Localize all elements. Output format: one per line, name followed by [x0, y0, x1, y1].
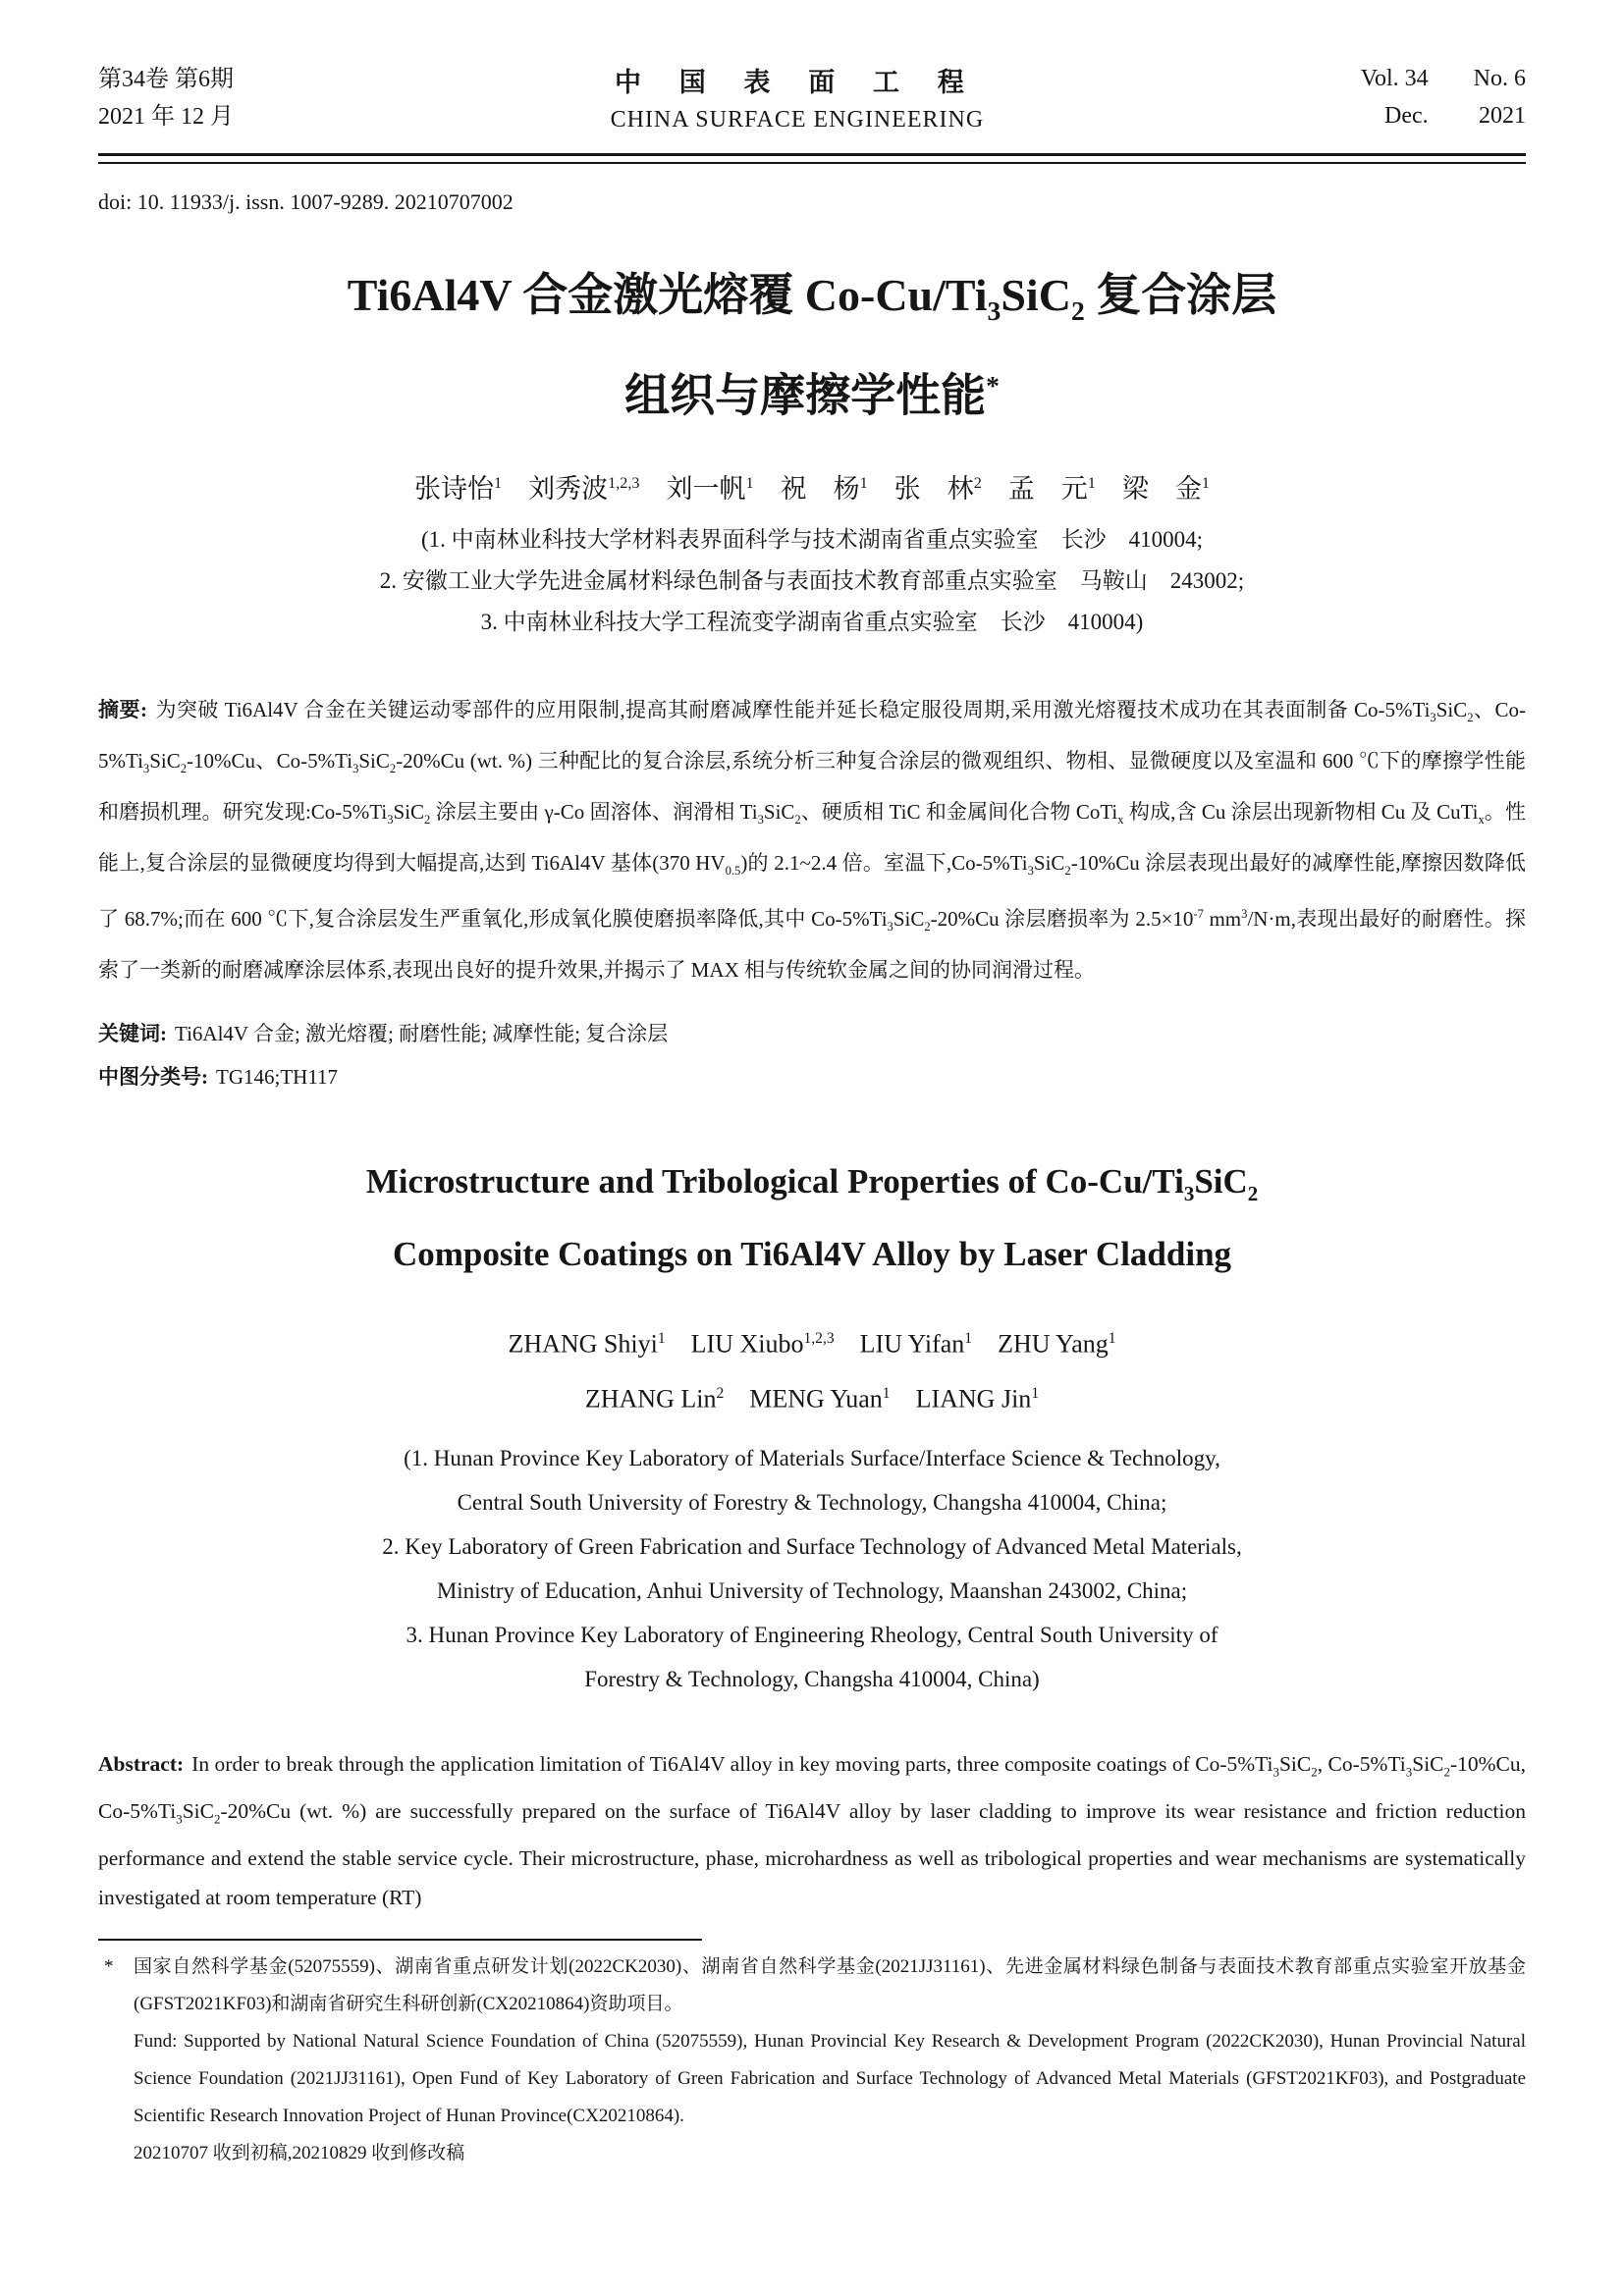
header-rule — [98, 153, 1526, 164]
abstract-cn-text: 为突破 Ti6Al4V 合金在关键运动零部件的应用限制,提高其耐磨减摩性能并延长稳定服役周期,采用激光熔覆技术成功在其表面制备 $Co-5\%Ti_3SiC_2$、$Co-5\%Ti_3SiC_2-10\%Cu$、$Co-5\%Ti_3SiC_2-20\%Cu$ (wt. %) 三种配比的复合涂层,系统分析三种复合涂层的微观组织、物相、显微硬度以及室温和 600 ℃下的摩擦学性能和磨损机理。研究发现$:Co-5\%Ti_3SiC_2$ 涂层主要由 γ-Co 固溶体、润滑相 $Ti_3SiC_2$、硬质相 TiC 和金属间化合物 CoTi$_x$ 构成,含 Cu 涂层出现新物相 Cu 及 CuTi$_x$。性能上,复合涂层的显微硬度均得到大幅提高,达到 Ti6Al4V 基体(370 $HV_{0.5}$)的 2.1~2.4 倍。室温下$,Co-5\%Ti_3SiC_2-10\%Cu$ 涂层表现出最好的减摩性能,摩擦因数降低了 68.7%;而在 600 ℃下,复合涂层发生严重氧化,形成氧化膜使磨损率降低,其中 $Co-5\%Ti_3SiC_2-20\%Cu$ 涂层磨损率为 $2.5\times 10^{-7}$ $mm^3/N\cdot m$,表现出最好的耐磨性。探索了一类新的耐磨减摩涂层体系,表现出良好的提升效果,并揭示了 MAX 相与传统软金属之间的协同润滑过程。 — [98, 697, 1527, 983]
paper-title-en — [98, 1151, 1526, 1285]
affiliation-en-line2: Central South University of Forestry & Technology, Changsha 410004, China; — [457, 1489, 1167, 1515]
footnote-fund-en: Fund: Supported by National Natural Science Foundation of China (52075559), Hunan Provincial Key Research & Development Program (2022CK2030), Hunan Provincial Natural Science Foundation (2021JJ31161), Open Fund of Key Laboratory of Green Fabrication and Surface Technology of Advanced Metal Materials (GFST2021KF03), and Postgraduate Scientific Research Innovation Project of Hunan Province(CX20210864). — [134, 2031, 1526, 2127]
affiliation-en-line4: Ministry of Education, Anhui University of Technology, Maanshan 243002, China; — [436, 1577, 1188, 1603]
footnote-dates: 20210707 收到初稿,20210829 收到修改稿 — [134, 2143, 465, 2164]
affiliation-en-line5: 3. Hunan Province Key Laboratory of Engineering Rheology, Central South University of — [406, 1622, 1218, 1647]
date-cn: 2021 年 12 月 — [98, 104, 234, 130]
affiliations-cn — [98, 519, 1526, 643]
paper-title-en-line2: Composite Coatings on Ti6Al4V Alloy by Laser Cladding — [392, 1235, 1232, 1274]
abstract-en-text: In order to break through the application limitation of Ti6Al4V alloy in key moving parts, three composite coatings of $Co-5\%Ti_3SiC_2$, $Co-5\%Ti_3SiC_2-10\%Cu$, $Co-5\%Ti_3SiC_2-20\%Cu$ (wt. %) are successfully prepared on the surface of Ti6Al4V alloy by laser cladding to improve its wear resistance and friction reduction performance and extend the stable service cycle. Their microstructure, phase, microhardness as well as tribological properties and wear mechanisms are systematically investigated at room temperature (RT) — [98, 1751, 1527, 1910]
footnote — [98, 1949, 1526, 2172]
volume-issue-cn: 第34卷 第6期 — [98, 67, 234, 92]
clc-label: 中图分类号: — [98, 1065, 208, 1090]
authors-cn: 张诗怡$^1$ 刘秀波$^{1,2,3}$ 刘一帆$^1$ 祝 杨$^1$ 张 林$^2$ 孟 元$^1$ 梁 金$^1$ — [414, 473, 1210, 504]
journal-header — [98, 61, 1526, 135]
affiliation-en-line3: 2. Key Laboratory of Green Fabrication and Surface Technology of Advanced Metal Materials, — [382, 1533, 1242, 1559]
paper-title-en-line1: Microstructure and Tribological Properties of $Co-Cu/Ti_3SiC_2$ — [365, 1162, 1259, 1206]
paper-title-cn-line1: Ti6Al4V 合金激光熔覆 $Co-Cu/Ti_3SiC_2$ 复合涂层 — [347, 270, 1277, 327]
journal-header-right — [1361, 61, 1526, 133]
abstract-cn-label: 摘要: — [98, 697, 147, 721]
year-en: 2021 — [1479, 103, 1526, 129]
footnote-fund-cn-text: 国家自然科学基金(52075559)、湖南省重点研发计划(2022CK2030)、湖南省自然科学基金(2021JJ31161)、先进金属材料绿色制备与表面技术教育部重点实验室开放基金(GFST2021KF03)和湖南省研究生科研创新(CX20210864)资助项目。 — [134, 1956, 1526, 2015]
clc-text: TG146;TH117 — [216, 1065, 339, 1090]
affiliation-cn-3: 3. 中南林业科技大学工程流变学湖南省重点实验室 长沙 410004) — [480, 609, 1144, 634]
issue-en: No. 6 — [1473, 66, 1526, 91]
volume-en: Vol. 34 — [1360, 66, 1429, 91]
authors-en-line2: ZHANG Lin$^2$ MENG Yuan$^1$ LIANG Jin$^1$ — [584, 1384, 1040, 1414]
paper-title-cn — [98, 258, 1526, 434]
affiliations-en — [98, 1436, 1526, 1701]
journal-name-en: CHINA SURFACE ENGINEERING — [610, 107, 985, 133]
month-en: Dec. — [1384, 103, 1429, 129]
doi-line: doi: 10. 11933/j. issn. 1007-9289. 20210707002 — [98, 189, 514, 214]
abstract-en — [98, 1744, 1526, 1918]
keywords-label: 关键词: — [98, 1022, 167, 1046]
journal-name-cn: 中 国 表 面 工 程 — [615, 68, 980, 97]
affiliation-cn-1: (1. 中南林业科技大学材料表界面科学与技术湖南省重点实验室 长沙 410004; — [420, 526, 1204, 552]
abstract-en-label: Abstract: — [98, 1751, 185, 1776]
journal-header-left — [98, 61, 234, 135]
affiliation-en-line1: (1. Hunan Province Key Laboratory of Materials Surface/Interface Science & Technology, — [404, 1445, 1220, 1470]
authors-en — [98, 1314, 1526, 1423]
paper-title-cn-line2: 组织与摩擦学性能* — [624, 370, 1000, 421]
affiliation-cn-2: 2. 安徽工业大学先进金属材料绿色制备与表面技术教育部重点实验室 马鞍山 243002; — [379, 567, 1245, 593]
journal-header-center — [611, 61, 985, 133]
footnote-asterisk: * — [104, 1956, 114, 1978]
affiliation-en-line6: Forestry & Technology, Changsha 410004, China) — [584, 1666, 1040, 1691]
keywords-line — [98, 1012, 1526, 1055]
footnote-fund-cn — [98, 1949, 1526, 2023]
authors-en-line1: ZHANG Shiyi$^1$ LIU Xiubo$^{1,2,3}$ LIU Yifan$^1$ ZHU Yang$^1$ — [508, 1330, 1116, 1360]
keywords-text: Ti6Al4V 合金; 激光熔覆; 耐磨性能; 减摩性能; 复合涂层 — [175, 1022, 669, 1046]
footnote-rule — [98, 1939, 702, 1941]
clc-line — [98, 1055, 1526, 1098]
abstract-cn — [98, 688, 1526, 992]
